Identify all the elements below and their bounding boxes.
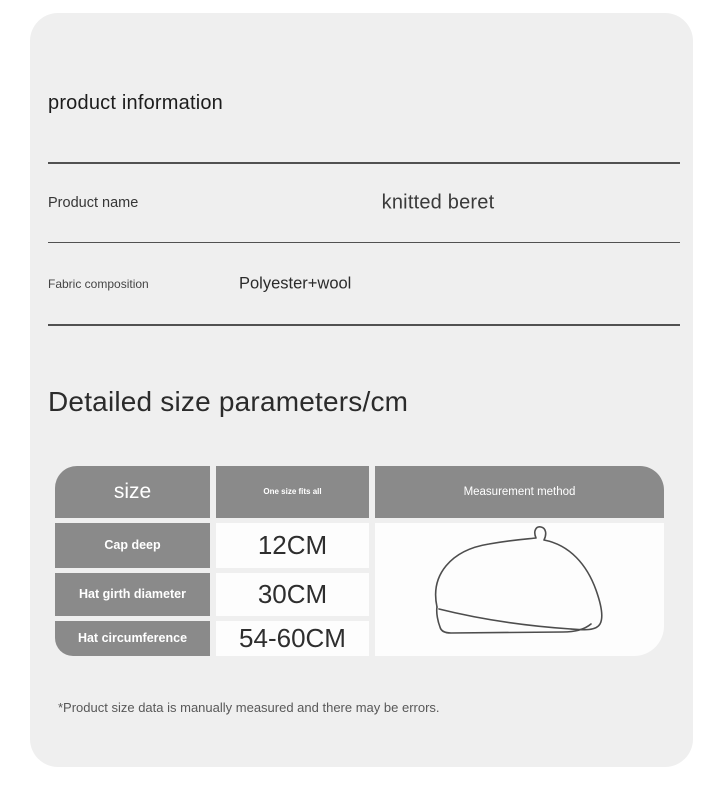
product-info-card: [30, 13, 693, 767]
table-row-label-hat-girth-diameter: Hat girth diameter: [55, 573, 210, 616]
size-table: [55, 466, 664, 656]
size-footnote: *Product size data is manually measured and there may be errors.: [58, 699, 440, 715]
table-header-size: size: [55, 466, 210, 518]
product-name-row: [30, 164, 693, 242]
page-title: product information: [48, 92, 224, 114]
product-name-value: knitted beret: [381, 191, 495, 213]
table-header-measurement-method: Measurement method: [375, 466, 664, 518]
product-name-label: Product name: [48, 194, 139, 211]
table-row-value-hat-circumference: 54-60CM: [216, 621, 369, 656]
table-row-label-hat-circumference: Hat circumference: [55, 621, 210, 656]
table-header-one-size: One size fits all: [216, 466, 369, 518]
fabric-composition-label: Fabric composition: [48, 276, 149, 291]
size-section-title: Detailed size parameters/cm: [48, 385, 409, 417]
measurement-illustration-cell: [375, 523, 664, 656]
table-row-label-cap-deep: Cap deep: [55, 523, 210, 568]
fabric-composition-row: [30, 243, 693, 324]
beret-illustration-icon: [375, 523, 664, 655]
table-row-value-cap-deep: 12CM: [216, 523, 369, 568]
table-row-value-hat-girth-diameter: 30CM: [216, 573, 369, 616]
divider: [48, 324, 680, 326]
fabric-composition-value: Polyester+wool: [239, 274, 352, 292]
